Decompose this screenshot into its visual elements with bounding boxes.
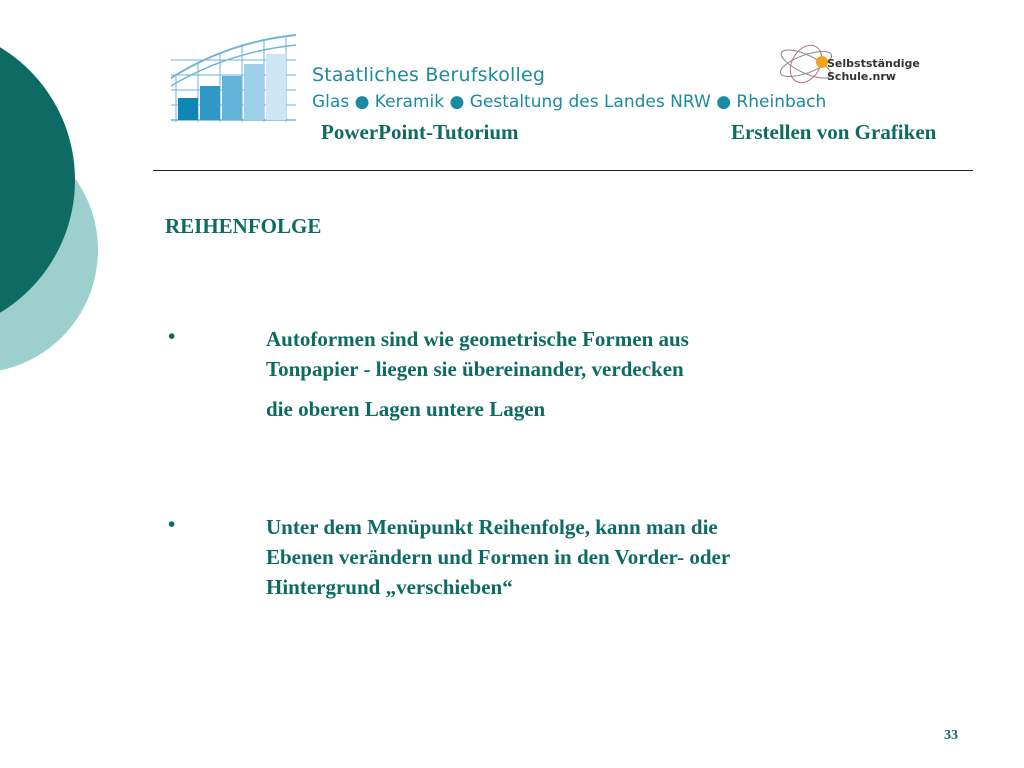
section-heading: REIHENFOLGE: [165, 214, 322, 238]
school-logo-icon: [168, 30, 303, 125]
header-divider: [153, 170, 973, 171]
bullet-2-line-1: Unter dem Menüpunkt Reihenfolge, kann man die: [266, 515, 718, 539]
bullet-2-line-2: Ebenen verändern und Formen in den Vorder- oder: [266, 545, 731, 569]
bullet-marker-2: •: [168, 512, 176, 536]
school-name: Staatliches Berufskolleg: [312, 64, 546, 86]
bullet-1-line-3: die oberen Lagen untere Lagen: [266, 397, 546, 421]
header-title-right: Erstellen von Grafiken: [731, 120, 937, 144]
header-title-left: PowerPoint-Tutorium: [321, 120, 519, 144]
partner-logo-text-1: Selbstständige: [827, 57, 920, 70]
decorative-circles: [0, 0, 110, 420]
page-number: 33: [944, 728, 958, 743]
bullet-1-line-1: Autoformen sind wie geometrische Formen aus: [266, 327, 689, 351]
partner-logo-text-2: Schule.nrw: [827, 70, 896, 83]
school-subtitle: Glas ● Keramik ● Gestaltung des Landes NRW ● Rheinbach: [312, 92, 827, 112]
bullet-2-line-3: Hintergrund „verschieben“: [266, 575, 513, 599]
bullet-marker-1: •: [168, 324, 176, 348]
bullet-text-2: [266, 512, 886, 602]
bullet-text-1: [266, 324, 886, 424]
bullet-1-line-2: Tonpapier - liegen sie übereinander, verdecken: [266, 357, 684, 381]
